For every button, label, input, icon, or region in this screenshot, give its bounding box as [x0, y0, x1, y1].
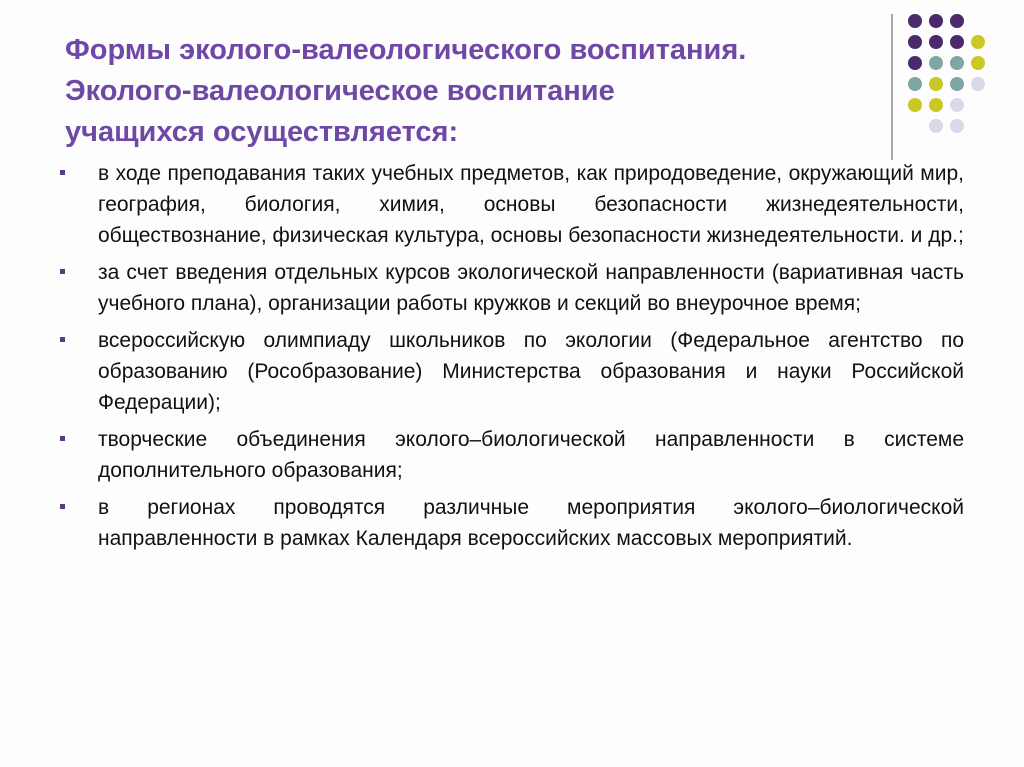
- decorative-dot-icon: [950, 77, 964, 91]
- title-line-3: учащихся осуществляется:: [65, 116, 459, 148]
- decorative-dot-icon: [908, 35, 922, 49]
- bullet-text: за счет введения отдельных курсов экологической направленности (вариативная часть учебного плана), организации работы кружков и секций во внеурочное время;: [98, 261, 964, 315]
- bullet-text: в регионах проводятся различные мероприятия эколого–биологической направленности в рамках Календаря всероссийских массовых мероприятий.: [98, 496, 964, 550]
- decorative-dot-icon: [971, 35, 985, 49]
- decorative-dot-icon: [950, 56, 964, 70]
- decorative-dot-icon: [908, 56, 922, 70]
- decorative-dot-icon: [950, 35, 964, 49]
- bullet-text: творческие объединения эколого–биологической направленности в системе дополнительного образования;: [98, 428, 964, 482]
- decorative-dot-icon: [929, 14, 943, 28]
- decorative-dot-icon: [908, 77, 922, 91]
- bullet-text: в ходе преподавания таких учебных предметов, как природоведение, окружающий мир, география, биология, химия, основы безопасности жизнедеятельности, обществознание, физическая культура, основы безопасности жизнедеятельности. и др.;: [98, 162, 964, 247]
- decorative-dot-icon: [929, 35, 943, 49]
- decorative-dot-icon: [929, 98, 943, 112]
- decorative-dot-icon: [971, 56, 985, 70]
- decorative-dot-icon: [929, 56, 943, 70]
- title-line-2: Эколого-валеологическое воспитание: [65, 75, 615, 107]
- square-bullet-icon: [60, 504, 65, 509]
- bullet-list: [58, 158, 964, 560]
- decorative-dot-icon: [908, 14, 922, 28]
- decorative-dot-icon: [908, 98, 922, 112]
- decorative-dot-icon: [971, 77, 985, 91]
- square-bullet-icon: [60, 170, 65, 175]
- decorative-dot-icon: [950, 98, 964, 112]
- decorative-dot-icon: [950, 119, 964, 133]
- bullet-text: всероссийскую олимпиаду школьников по экологии (Федеральное агентство по образованию (Рособразование) Министерства образования и науки Российской Федерации);: [98, 329, 964, 414]
- decorative-dot-icon: [929, 77, 943, 91]
- square-bullet-icon: [60, 436, 65, 441]
- slide-title: [65, 30, 865, 153]
- square-bullet-icon: [60, 337, 65, 342]
- bullet-item: [58, 158, 964, 251]
- vertical-divider-line: [891, 14, 893, 160]
- title-line-1: Формы эколого-валеологического воспитания.: [65, 34, 747, 66]
- bullet-item: [58, 424, 964, 486]
- decorative-dot-icon: [929, 119, 943, 133]
- bullet-item: [58, 492, 964, 554]
- square-bullet-icon: [60, 269, 65, 274]
- bullet-item: [58, 257, 964, 319]
- decorative-dot-icon: [950, 14, 964, 28]
- bullet-item: [58, 325, 964, 418]
